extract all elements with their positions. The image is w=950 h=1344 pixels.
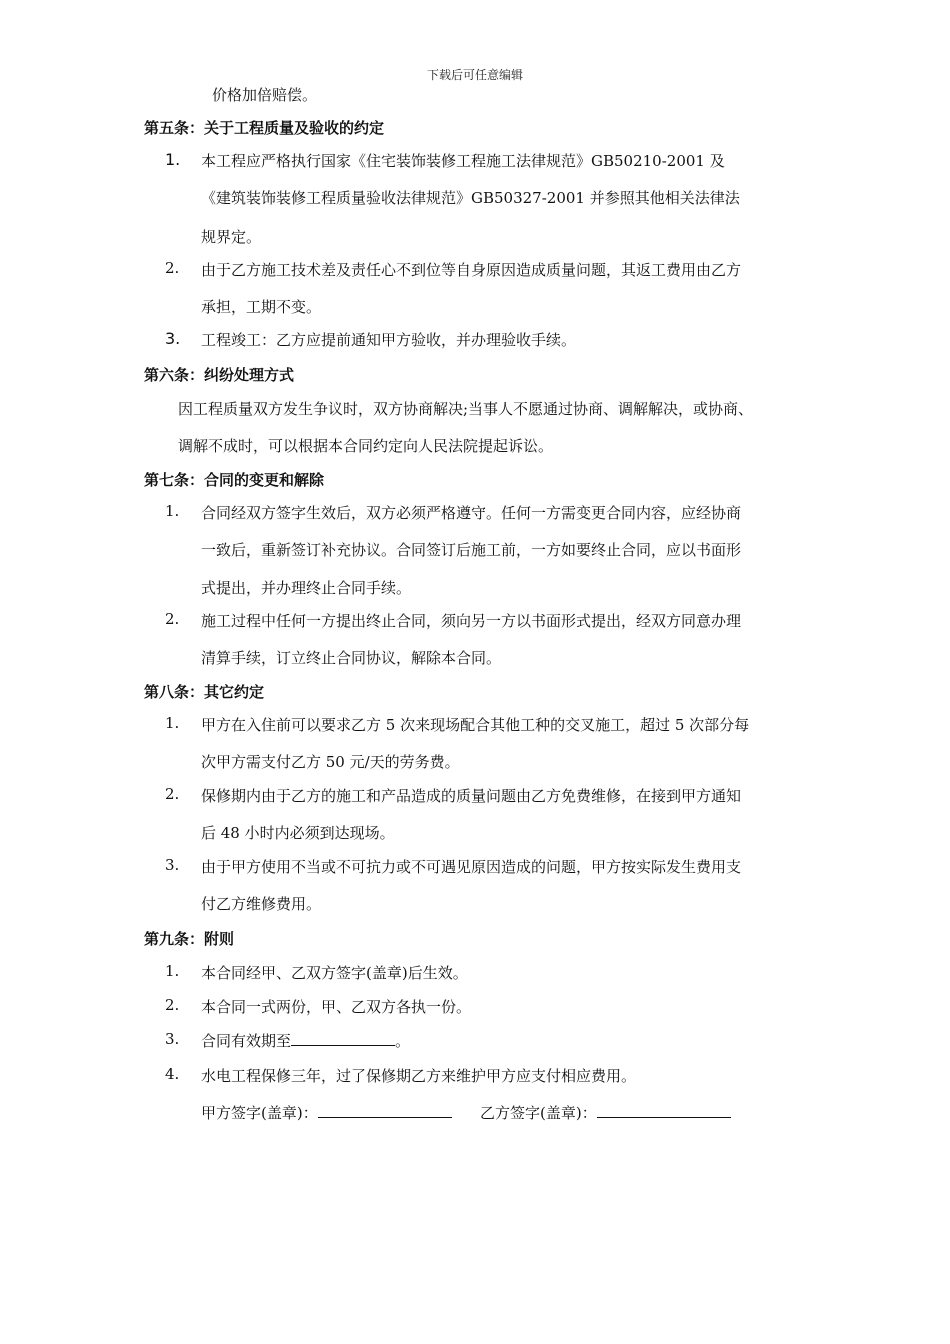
- item-number: 3.: [165, 1030, 180, 1048]
- item-number: 3.: [165, 329, 181, 348]
- continuation-text: 价格加倍赔偿。: [212, 86, 318, 104]
- item-line: 承担，工期不变。: [201, 298, 322, 316]
- item-line: 式提出，并办理终止合同手续。: [201, 579, 412, 597]
- item-line: 合同经双方签字生效后，双方必须严格遵守。任何一方需变更合同内容，应经协商: [201, 504, 742, 522]
- party-b-signature: [480, 1102, 731, 1123]
- item-number: 2.: [165, 785, 180, 803]
- item-line: 保修期内由于乙方的施工和产品造成的质量问题由乙方免费维修，在接到甲方通知: [201, 787, 742, 805]
- party-a-signature: [201, 1102, 452, 1123]
- item-line: 《建筑装饰装修工程质量验收法律规范》GB50327-2001 并参照其他相关法律法: [201, 189, 740, 207]
- item-line: 由于甲方使用不当或不可抗力或不可遇见原因造成的问题，甲方按实际发生费用支: [201, 858, 742, 876]
- item-line: 施工过程中任何一方提出终止合同，须向另一方以书面形式提出，经双方同意办理: [201, 612, 742, 630]
- item-number: 1.: [165, 962, 180, 980]
- item-line: 水电工程保修三年，过了保修期乙方来维护甲方应支付相应费用。: [201, 1067, 637, 1085]
- item-number: 1.: [165, 714, 180, 732]
- item-line: 本工程应严格执行国家《住宅装饰装修工程施工法律规范》GB50210-2001 及: [201, 152, 725, 170]
- item-number: 2.: [165, 996, 180, 1014]
- item-line: 由于乙方施工技术差及责任心不到位等自身原因造成质量问题，其返工费用由乙方: [201, 261, 742, 279]
- item-line: 一致后，重新签订补充协议。合同签订后施工前，一方如要终止合同，应以书面形: [201, 541, 742, 559]
- item-line: 规界定。: [201, 228, 262, 246]
- item-number: 3.: [165, 856, 180, 874]
- article-6-title: 第六条：纠纷处理方式: [144, 366, 295, 384]
- validity-date-blank[interactable]: [291, 1031, 395, 1046]
- item-line: 本合同经甲、乙双方签字(盖章)后生效。: [201, 964, 468, 982]
- item-line: 工程竣工：乙方应提前通知甲方验收，并办理验收手续。: [201, 331, 577, 349]
- item-line: 甲方在入住前可以要求乙方 5 次来现场配合其他工种的交叉施工，超过 5 次部分每: [201, 716, 750, 734]
- party-a-signature-label: 甲方签字(盖章)：: [201, 1104, 318, 1122]
- item-number: 4.: [165, 1065, 180, 1083]
- article-7-title: 第七条：合同的变更和解除: [144, 471, 325, 489]
- validity-suffix: 。: [395, 1032, 411, 1050]
- item-number: 1.: [165, 150, 181, 169]
- party-b-signature-blank[interactable]: [597, 1103, 731, 1118]
- item-line: 清算手续，订立终止合同协议，解除本合同。: [201, 649, 502, 667]
- article-6-line: 因工程质量双方发生争议时，双方协商解决;当事人不愿通过协商、调解解决，或协商、: [178, 400, 754, 418]
- item-line: 后 48 小时内必须到达现场。: [201, 824, 395, 842]
- article-5-title: 第五条：关于工程质量及验收的约定: [144, 119, 385, 137]
- article-6-line: 调解不成时，可以根据本合同约定向人民法院提起诉讼。: [178, 437, 554, 455]
- item-line: 付乙方维修费用。: [201, 895, 322, 913]
- party-b-signature-label: 乙方签字(盖章)：: [480, 1104, 597, 1122]
- item-number: 2.: [165, 610, 180, 628]
- article-8-title: 第八条：其它约定: [144, 683, 265, 701]
- item-number: 1.: [165, 502, 180, 520]
- item-number: 2.: [165, 259, 180, 277]
- article-9-title: 第九条：附则: [144, 930, 235, 948]
- page-header: 下载后可任意编辑: [426, 68, 523, 82]
- item-line: 次甲方需支付乙方 50 元/天的劳务费。: [201, 753, 460, 771]
- item-line: [201, 1030, 410, 1051]
- validity-label: 合同有效期至: [201, 1032, 292, 1050]
- party-a-signature-blank[interactable]: [318, 1103, 452, 1118]
- item-line: 本合同一式两份，甲、乙双方各执一份。: [201, 998, 472, 1016]
